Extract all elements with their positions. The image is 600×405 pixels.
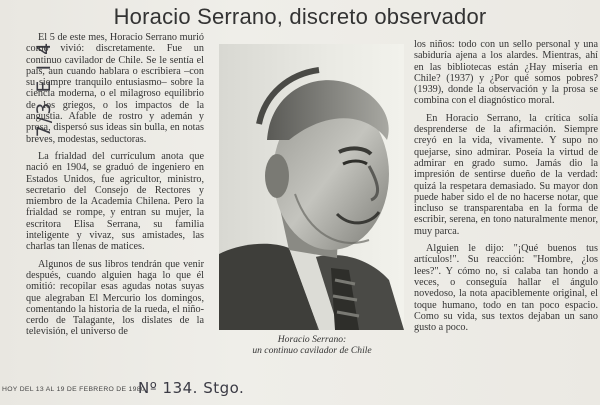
publication-date: HOY DEL 13 AL 19 DE FEBRERO DE 1980: [2, 386, 145, 393]
photo-caption: [212, 334, 412, 356]
article-column-left: [26, 32, 204, 344]
article-paragraph: Alguien le dijo: "¡Qué buenos tus artículos!". Su reacción: "Hombre, ¿los lees?". Y cómo no, si calaba tan hondo a veces, o conseguía hallar el ángulo novedoso, la nota apaciblemente original, el toque humano, todo en tan poco espacio. Como su vida, sus textos dejaban un sano gusto a poco.: [414, 243, 598, 334]
article-paragraph: El 5 de este mes, Horacio Serrano murió como vivió: discretamente. Fue un continuo cavilador de Chile. Se le sentía el país, aun cuando hablara o escribiera –con su siempre tranquilo entusiasmo– sobre la ciencia moderna, o el milagroso equilibrio de los griegos, o los impactos de la angustia. Afable de rostro y ademán y prosa, dispersó sus ideas sin bulla, en notas breves, modestas, seductoras.: [26, 32, 204, 145]
article-column-right: [414, 39, 598, 339]
article-paragraph: La frialdad del currículum anota que nació en 1904, se graduó de ingeniero en Estados Unidos, fue agricultor, ministro, secretario del Consejo de Rectores y miembro de la Academia Chilena. Pero la frialdad se rompe, y entran su mujer, la escritora Elisa Serrana, su familia inteligente y vivaz, sus amistades, las charlas tan llenas de matices.: [26, 150, 204, 253]
caption-line: un continuo cavilador de Chile: [252, 345, 372, 356]
article-paragraph: Algunos de sus libros tendrán que venir después, cuando alguien haga lo que él omitió: recopilar esas agudas notas suyas que alegraban El Mercurio los domingos, comentando la historia de la rueda, el niño-cerdo de Talagante, los dislates de la televisión, el universo de: [26, 258, 204, 338]
caption-line: Horacio Serrano:: [277, 334, 347, 345]
portrait-photo: [219, 44, 404, 330]
portrait-illustration: [219, 44, 404, 330]
handwritten-issue-note: Nº 134. Stgo.: [138, 379, 245, 397]
handwritten-archive-mark: 7/3 E I 4: [33, 40, 56, 138]
article-headline: Horacio Serrano, discreto observador: [113, 4, 487, 29]
article-paragraph: En Horacio Serrano, la crítica solía desprenderse de la afirmación. Siempre creyó en la vida, vivamente. Y supo no quejarse, sino admirar. Poseía la virtud de admirar en grado sumo. Jamás dio la impresión de sentirse dueño de la verdad: quizá la respetara demasiado. Su mayor don puede haber sido el de no hacerse notar, que incluso se transparentaba en la forma de escribir, serena, en tono naturalmente menor, muy parca.: [414, 112, 598, 237]
article-paragraph: los niños: todo con un sello personal y una sabiduría ajena a los alardes. Mientras, ahí en las bibliotecas están ¿Hay miseria en Chile? (1937) y ¿Por qué somos pobres? (1939), donde la observación y la prosa se combina con el diagnóstico moral.: [414, 39, 598, 107]
